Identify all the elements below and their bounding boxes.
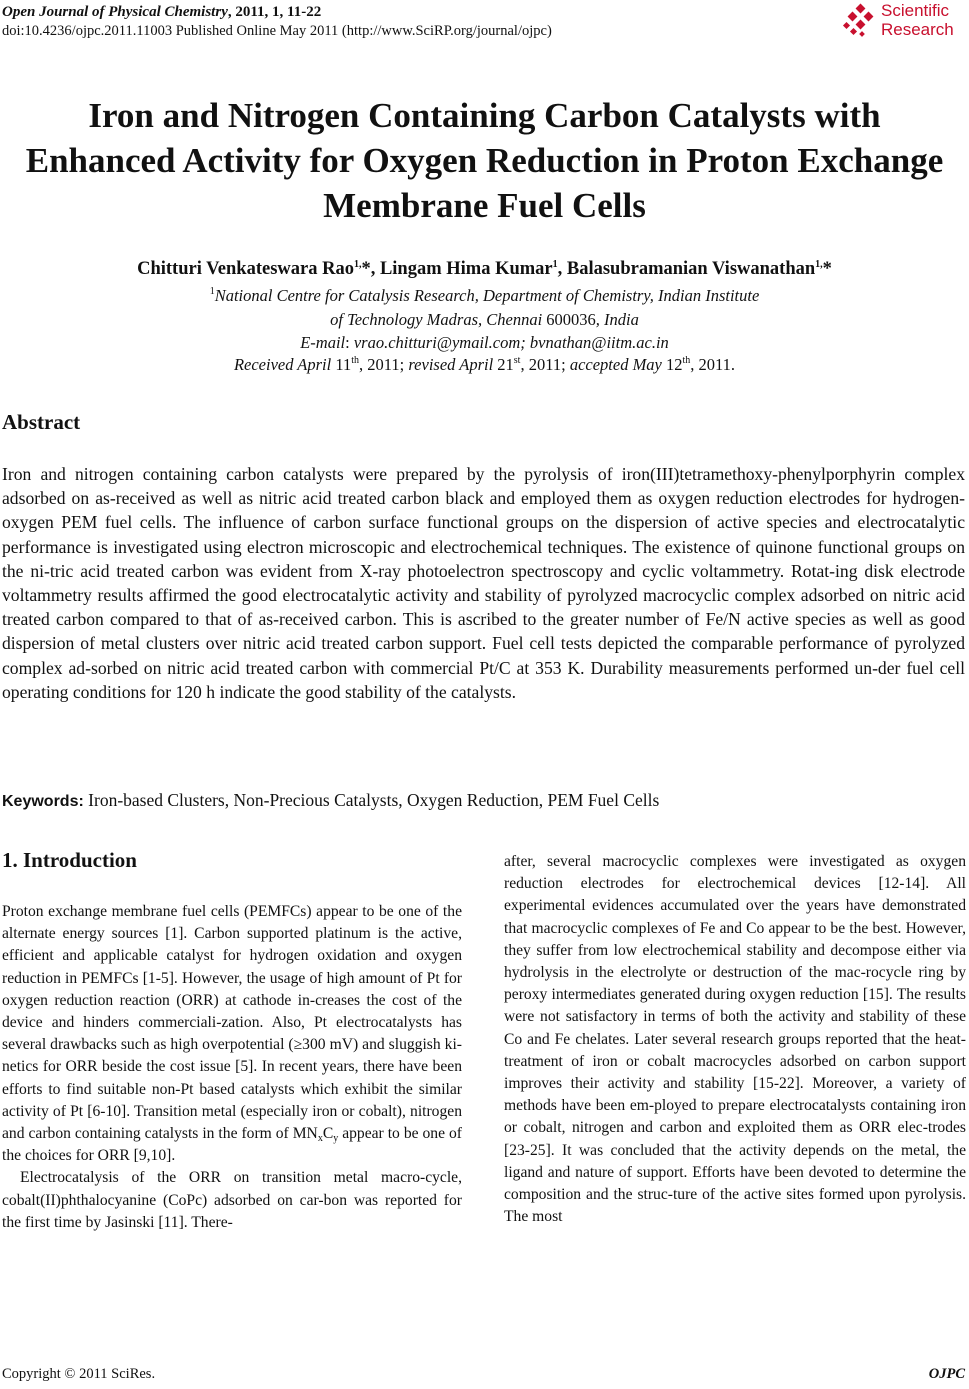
journal-volume: , 2011, 1, 11-22 bbox=[227, 4, 322, 20]
author-separator: , bbox=[557, 259, 567, 279]
intro-paragraph-1-text: Proton exchange membrane fuel cells (PEMFCs) appear to be one of the alternate energy sources [1]. Carbon supported platinum is the active, efficient and applicable catalyst for hydrogen oxidation and oxygen reduction in PEMFCs [1-5]. However, the usage of high amount of Pt for oxygen reduction reaction (ORR) at cathode in-creases the cost of the device and hinders commerciali-zation. Also, Pt electrocatalysts has several drawbacks such as high overpotential (≥300 mV) and sluggish ki-netics for ORR beside the cost issue [5]. In recent years, there have been efforts to find suitable non-Pt based catalysts which exhibit the similar activity of Pt [6-10]. Transition metal (especially iron or cobalt), nitrogen and carbon containing catalysts in the form of MN bbox=[2, 903, 462, 1143]
subscript-y: y bbox=[333, 1133, 339, 1145]
affiliation-text-2: of Technology Madras, Chennai bbox=[330, 310, 547, 329]
paper-title: Iron and Nitrogen Containing Carbon Catalysts with Enhanced Activity for Oxygen Reduction in Proton Exchange Membrane Fuel Cells bbox=[25, 96, 944, 225]
abstract-heading: Abstract bbox=[2, 410, 81, 434]
left-column bbox=[2, 901, 462, 1234]
page-header bbox=[0, 0, 969, 60]
intro-paragraph-1 bbox=[2, 901, 462, 1167]
logo-line-1: Scientific bbox=[881, 1, 950, 20]
received-ordinal: th bbox=[351, 355, 360, 366]
affiliation-text-1: National Centre for Catalysis Research, Department of Chemistry, Indian Institute bbox=[214, 286, 760, 305]
author-1-corresponding: *, bbox=[361, 259, 380, 279]
email-line bbox=[0, 333, 969, 353]
email-addresses[interactable]: vrao.chitturi@ymail.com; bvnathan@iitm.ac.in bbox=[353, 333, 669, 352]
abstract-text: Iron and nitrogen containing carbon catalysts were prepared by the pyrolysis of iron(III)tetramethoxy-phenylporphyrin complex adsorbed on as-received as well as nitric acid treated carbon black and employed them as oxygen reduction electrodes for hydrogen-oxygen PEM fuel cells. The influence of carbon surface functional groups on the dispersion of active species and electrocatalytic performance is investigated using electron microscopic and electrochemical techniques. The existence of quinone functional groups on the ni-tric acid treated carbon was evident from X-ray photoelectron spectroscopy and cyclic voltammetry. Rotat-ing disk electrode voltammetry results affirmed the good electrocatalytic activity and stability of pyrolyzed macrocyclic complex adsorbed on nitric acid treated carbon compared to that of as-received carbon. This is ascribed to the greater number of Fe/N active species as well as good dispersion of metal clusters over nitric acid treated carbon support. Fuel cell tests depicted the comparable performance of pyrolyzed complex ad-sorbed on nitric acid treated carbon with commercial Pt/C at 353 K. Durability measurements performed un-der fuel cell operating conditions for 120 h indicate the good stability of the catalysts. bbox=[2, 464, 965, 702]
affiliation-sup: 1 bbox=[209, 286, 215, 297]
author-2-affil: 1 bbox=[552, 259, 558, 270]
keywords-label: Keywords: bbox=[2, 793, 84, 810]
accepted-label: accepted May bbox=[569, 355, 667, 374]
affiliation-line-2 bbox=[0, 310, 969, 330]
keywords-text: Iron-based Clusters, Non-Precious Catalysts, Oxygen Reduction, PEM Fuel Cells bbox=[83, 790, 660, 810]
received-year: , 2011; bbox=[359, 355, 409, 374]
logo-line-2: Research bbox=[881, 20, 954, 39]
author-3: Balasubramanian Viswanathan bbox=[566, 259, 816, 279]
formula-c: C bbox=[322, 1125, 334, 1143]
journal-name[interactable]: Open Journal of Physical Chemistry bbox=[2, 4, 228, 20]
author-list bbox=[0, 259, 969, 280]
author-3-affil: 1, bbox=[815, 259, 823, 270]
copyright-notice: Copyright © 2011 SciRes. bbox=[2, 1366, 156, 1382]
intro-paragraph-2: Electrocatalysis of the ORR on transition metal macro-cycle, cobalt(II)phthalocyanine (CoPc) adsorbed on car-bon was reported for the first time by Jasinski [11]. There- bbox=[2, 1169, 462, 1231]
author-3-corresponding: * bbox=[822, 259, 832, 279]
intro-paragraph-1-end: appear to be one of the choices for ORR [9,10]. bbox=[2, 1125, 462, 1165]
email-label: E-mail bbox=[300, 333, 346, 352]
accepted-ordinal: th bbox=[682, 355, 691, 366]
subscript-x: x bbox=[317, 1133, 323, 1145]
author-2: Lingam Hima Kumar bbox=[379, 259, 553, 279]
publisher-logo[interactable] bbox=[841, 1, 965, 45]
logo-wordmark bbox=[881, 1, 954, 39]
footer-journal-abbr: OJPC bbox=[928, 1366, 965, 1382]
affiliation-line-1 bbox=[0, 286, 969, 306]
introduction-heading: 1. Introduction bbox=[2, 848, 137, 872]
received-label: Received April bbox=[233, 355, 336, 374]
keywords-line bbox=[2, 790, 659, 811]
author-1-affil: 1, bbox=[353, 259, 362, 270]
dates-line bbox=[0, 355, 969, 375]
affiliation-zip: 600036 bbox=[546, 310, 596, 329]
revised-label: revised April bbox=[408, 355, 498, 374]
accepted-day: 12 bbox=[666, 355, 683, 374]
intro-paragraph-3: after, several macrocyclic complexes were investigated as oxygen reduction electrodes for electrochemical devices [12-14]. All experimental evidences accumulated over the years have demonstrated that macrocyclic complexes of Fe and Co appear to be the best. However, they suffer from low electrochemical stability and decompose either via hydrolysis in the electrolyte or destruction of the mac-rocycle ring by peroxy intermediates generated during oxygen reduction [15]. The results were not satisfactory in terms of both the activity and stability of these Co and Fe chelates. Later several research groups reported that the heat-treatment of iron or cobalt macrocycles adsorbed on carbon support improves their activity and stability [15-22]. Moreover, a variety of methods have been em-ployed to prepare electrocatalysts containing iron or cobalt, nitrogen and carbon and exploited them as ORR elec-trodes [23-25]. It was concluded that the activity depends on the metal, the ligand and nature of support. Efforts have been devoted to determine the composition and the struc-ture of the active sites formed upon pyrolysis. The most bbox=[504, 853, 966, 1226]
scientific-research-logo-icon bbox=[841, 3, 879, 41]
accepted-year: , 2011. bbox=[690, 355, 736, 374]
affiliation-country: , India bbox=[595, 310, 639, 329]
revised-year: , 2011; bbox=[520, 355, 570, 374]
right-column bbox=[504, 851, 966, 1228]
author-1: Chitturi Venkateswara Rao bbox=[137, 259, 354, 279]
revised-day: 21 bbox=[497, 355, 514, 374]
doi-line[interactable]: doi:10.4236/ojpc.2011.11003 Published Online May 2011 (http://www.SciRP.org/journal/ojpc) bbox=[2, 23, 552, 39]
journal-citation bbox=[2, 4, 321, 21]
received-day: 11 bbox=[335, 355, 352, 374]
email-colon: : bbox=[345, 333, 354, 352]
revised-ordinal: st bbox=[513, 355, 521, 366]
